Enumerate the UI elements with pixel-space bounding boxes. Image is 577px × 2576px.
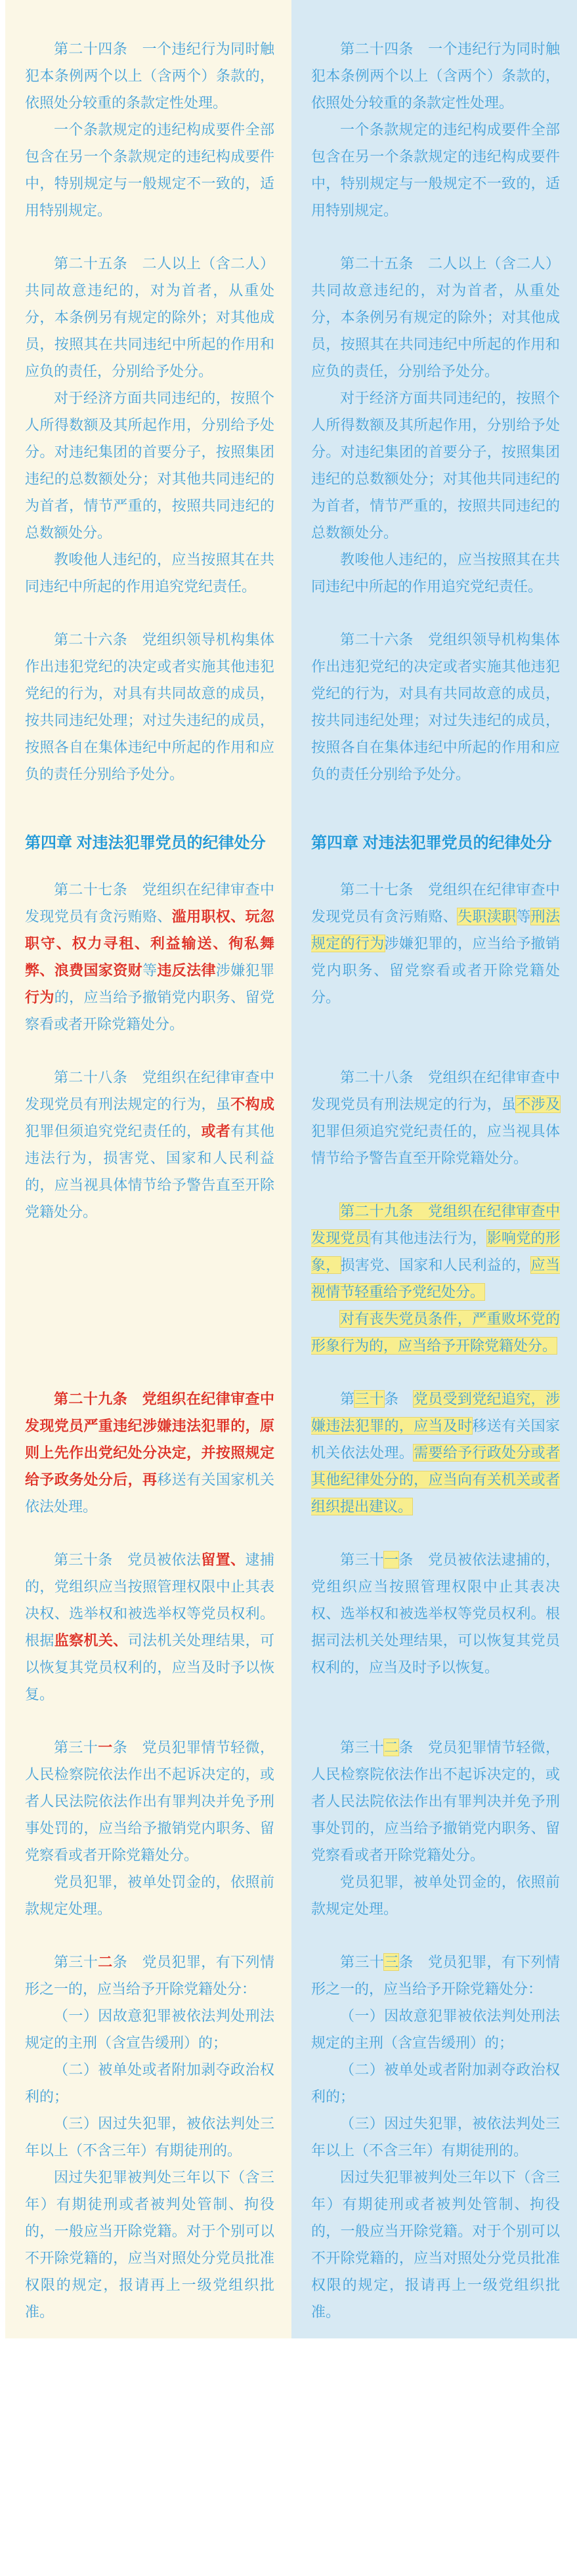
removed-text-highlight: 一 xyxy=(384,1551,399,1568)
article-block xyxy=(311,250,560,600)
removed-text-highlight: 三 xyxy=(384,1953,399,1970)
revised-version-cell xyxy=(5,814,291,876)
article-paragraph xyxy=(311,250,560,385)
text-segment: 第三十 xyxy=(340,1551,385,1568)
text-segment: 第三十条 党员被依法 xyxy=(54,1551,202,1568)
text-segment: 等 xyxy=(516,908,531,925)
previous-version-cell xyxy=(291,1546,577,1734)
text-segment: 涉嫌犯罪的，应当给予撤销党内职务、留党察看或者开除党籍处分。 xyxy=(311,935,560,1005)
text-segment: 教唆他人违纪的，应当按照其在共同违纪中所起的作用追究党纪责任。 xyxy=(25,551,274,595)
removed-text-highlight: 失职渎职 xyxy=(458,908,517,925)
article-block xyxy=(25,876,274,1038)
article-paragraph xyxy=(25,2110,274,2164)
text-segment: 逮捕的，党组织应当按照管理权限中止其表决权、选举权和被选举权等党员权利。根据 xyxy=(25,1551,274,1649)
comparison-row xyxy=(5,1546,577,1734)
article-paragraph xyxy=(311,1949,560,2002)
article-paragraph xyxy=(25,626,274,788)
removed-text-highlight: 党员受到党纪追究，涉嫌违法犯罪的，应当及时 xyxy=(311,1390,560,1434)
text-segment: 条 党员被依法逮捕的，党组织应当按照管理权限中止其表决权、选举权和被选举权等党员权利。根据司法机关处理结果，可以恢复其党员权利的，应当及时予以恢复。 xyxy=(311,1551,560,1676)
comparison-row xyxy=(5,876,577,1064)
removed-text-highlight: 不涉及 xyxy=(516,1095,560,1112)
text-segment: 党员犯罪，被单处罚金的，依照前款规定处理。 xyxy=(311,1873,560,1917)
text-segment: 一个条款规定的违纪构成要件全部包含在另一个条款规定的违纪构成要件中，特别规定与一般规定不一致的，适用特别规定。 xyxy=(25,121,274,219)
comparison-row xyxy=(5,1064,577,1385)
comparison-row xyxy=(5,1949,577,2338)
article-paragraph xyxy=(25,2164,274,2325)
article-block xyxy=(311,876,560,1011)
text-segment: 第二十八条 党组织在纪律审查中发现党员有刑法规定的行为，虽 xyxy=(311,1068,560,1112)
text-segment: 移送有关国家机关依法处理。 xyxy=(25,1471,274,1515)
article-paragraph xyxy=(311,1198,560,1305)
text-segment: 一个条款规定的违纪构成要件全部包含在另一个条款规定的违纪构成要件中，特别规定与一般规定不一致的，适用特别规定。 xyxy=(311,121,560,219)
article-block xyxy=(25,1385,274,1520)
revised-version-cell xyxy=(5,250,291,626)
article-paragraph xyxy=(311,546,560,600)
article-paragraph xyxy=(311,1305,560,1359)
article-paragraph xyxy=(311,1064,560,1172)
previous-version-cell xyxy=(291,1949,577,2338)
article-block xyxy=(25,1734,274,1922)
article-paragraph xyxy=(25,1385,274,1520)
text-segment: 的，应当给予撤销党内职务、留党察看或者开除党籍处分。 xyxy=(25,988,274,1032)
revised-version-cell xyxy=(5,876,291,1064)
article-paragraph xyxy=(25,1734,274,1869)
chapter-heading: 第四章 对违法犯罪党员的纪律处分 xyxy=(25,834,266,852)
previous-version-cell xyxy=(291,814,577,876)
article-paragraph xyxy=(25,1869,274,1922)
text-segment: 因过失犯罪被判处三年以下（含三年）有期徒刑或者被判处管制、拘役的，一般应当开除党籍。对于个别可以不开除党籍的，应当对照处分党员批准权限的规定，报请再上一级党组织批准。 xyxy=(25,2168,274,2320)
removed-text-highlight: 二 xyxy=(384,1739,399,1756)
article-block xyxy=(25,250,274,600)
previous-version-cell xyxy=(291,0,577,250)
text-segment: 条 党员犯罪情节轻微，人民检察院依法作出不起诉决定的，或者人民法院依法作出有罪判决并免予刑事处罚的，应当给予撤销党内职务、留党察看或者开除党籍处分。 xyxy=(25,1739,274,1863)
text-segment: 第二十七条 党组织在纪律审查中发现党员有贪污贿赂、 xyxy=(25,881,274,925)
added-text-segment: 留置、 xyxy=(201,1551,246,1568)
article-block xyxy=(311,626,560,788)
article-paragraph xyxy=(311,35,560,116)
text-segment: 教唆他人违纪的，应当按照其在共同违纪中所起的作用追究党纪责任。 xyxy=(311,551,560,595)
chapter-heading: 第四章 对违法犯罪党员的纪律处分 xyxy=(311,834,552,852)
text-segment: 犯罪但须追究党纪责任的， xyxy=(25,1122,202,1139)
text-segment: 有其他违法行为， xyxy=(370,1229,487,1246)
added-text-segment: 二 xyxy=(98,1953,113,1970)
article-block xyxy=(25,626,274,788)
text-segment: （二）被单处或者附加剥夺政治权利的； xyxy=(25,2061,274,2105)
text-segment: 第二十六条 党组织领导机构集体作出违犯党纪的决定或者实施其他违犯党纪的行为，对具有共同故意的成员，按共同违纪处理；对过失违纪的成员，按照各自在集体违纪中所起的作用和应负的责任分别给予处分。 xyxy=(25,631,274,782)
added-text-segment: 滥用职权、玩忽职守、权力寻租、利益输送、徇私舞弊、浪费国家资财 xyxy=(25,908,274,979)
article-paragraph xyxy=(25,1949,274,2002)
text-segment: 第二十八条 党组织在纪律审查中发现党员有刑法规定的行为，虽 xyxy=(25,1068,274,1112)
removed-text-highlight: 需要给予行政处分或者其他纪律处分的，应当向有关机关或者组织提出建议。 xyxy=(311,1444,560,1515)
article-paragraph xyxy=(311,116,560,224)
removed-text-highlight: 应当视情节轻重给予党纪处分。 xyxy=(311,1256,560,1300)
text-segment: 对于经济方面共同违纪的，按照个人所得数额及其所起作用，分别给予处分。对违纪集团的首要分子，按照集团违纪的总数额处分；对其他共同违纪的为首者，情节严重的，按照共同违纪的总数额处分。 xyxy=(311,390,560,541)
article-block xyxy=(25,35,274,224)
article-block xyxy=(311,1734,560,1922)
text-segment: 第三十 xyxy=(54,1953,98,1970)
article-paragraph xyxy=(25,35,274,116)
removed-text-highlight: 影响党的形象， xyxy=(311,1229,560,1273)
removed-text-highlight: 刑法规定的行为 xyxy=(311,908,560,952)
text-segment: 第 xyxy=(340,1390,355,1407)
article-paragraph xyxy=(25,2056,274,2110)
text-segment: 对于经济方面共同违纪的，按照个人所得数额及其所起作用，分别给予处分。对违纪集团的首要分子，按照集团违纪的总数额处分；对其他共同违纪的为首者，情节严重的，按照共同违纪的总数额处分。 xyxy=(25,390,274,541)
text-segment: 因过失犯罪被判处三年以下（含三年）有期徒刑或者被判处管制、拘役的，一般应当开除党籍。对于个别可以不开除党籍的，应当对照处分党员批准权限的规定，报请再上一级党组织批准。 xyxy=(311,2168,560,2320)
previous-version-cell xyxy=(291,626,577,814)
text-segment: 第三十 xyxy=(340,1953,385,1970)
text-segment: 有其他违法行为，损害党、国家和人民利益的，应当视具体情节给予警告直至开除党籍处分。 xyxy=(25,1122,274,1220)
text-segment: （一）因故意犯罪被依法判处刑法规定的主刑（含宣告缓刑）的； xyxy=(311,2007,560,2051)
comparison-row xyxy=(5,1385,577,1546)
article-paragraph xyxy=(25,2002,274,2056)
article-paragraph xyxy=(311,2164,560,2325)
article-paragraph xyxy=(25,1546,274,1708)
text-segment: 条 xyxy=(384,1390,414,1407)
previous-version-cell xyxy=(291,876,577,1064)
previous-version-cell xyxy=(291,1385,577,1546)
text-segment: 党员犯罪，被单处罚金的，依照前款规定处理。 xyxy=(25,1873,274,1917)
comparison-row xyxy=(5,250,577,626)
added-text-segment: 第二十九条 党组织在纪律审查中发现党员严重违纪涉嫌违法犯罪的，原则上先作出党纪处分决定，并按照规定给予政务处分后，再 xyxy=(25,1390,274,1488)
article-paragraph xyxy=(25,876,274,1038)
text-segment: 条 党员犯罪，有下列情形之一的，应当给予开除党籍处分： xyxy=(25,1953,274,1997)
revised-version-cell xyxy=(5,626,291,814)
removed-text-highlight: 第二十九条 党组织在纪律审查中发现党员 xyxy=(311,1202,560,1246)
article-block xyxy=(311,35,560,224)
article-block xyxy=(25,1949,274,2325)
comparison-row xyxy=(5,626,577,814)
text-segment: 犯罪但须追究党纪责任的，应当视具体情节给予警告直至开除党籍处分。 xyxy=(311,1122,560,1166)
text-segment: 条 党员犯罪，有下列情形之一的，应当给予开除党籍处分： xyxy=(311,1953,560,1997)
article-block xyxy=(311,1546,560,1681)
article-block xyxy=(311,1198,560,1359)
article-block xyxy=(25,1546,274,1708)
added-text-segment: 或者 xyxy=(201,1122,231,1139)
text-segment: 司法机关处理结果，可以恢复其党员权利的，应当及时予以恢复。 xyxy=(25,1632,274,1702)
text-segment: 第二十六条 党组织领导机构集体作出违犯党纪的决定或者实施其他违犯党纪的行为，对具有共同故意的成员，按共同违纪处理；对过失违纪的成员，按照各自在集体违纪中所起的作用和应负的责任分别给予处分。 xyxy=(311,631,560,782)
article-block xyxy=(311,1949,560,2325)
revised-version-cell xyxy=(5,0,291,250)
article-paragraph xyxy=(25,116,274,224)
text-segment: 移送有关国家机关依法处理。 xyxy=(311,1417,560,1461)
comparison-row xyxy=(5,1734,577,1949)
text-segment: 第三十 xyxy=(340,1739,385,1756)
previous-version-cell xyxy=(291,250,577,626)
article-paragraph xyxy=(25,546,274,600)
text-segment: 第二十五条 二人以上（含二人）共同故意违纪的，对为首者，从重处分，本条例另有规定的除外；对其他成员，按照其在共同违纪中所起的作用和应负的责任，分别给予处分。 xyxy=(311,255,560,379)
article-paragraph xyxy=(25,385,274,546)
article-block xyxy=(311,1064,560,1172)
article-paragraph xyxy=(311,876,560,1011)
previous-version-cell xyxy=(291,1734,577,1949)
comparison-row xyxy=(5,0,577,250)
text-segment: 损害党、国家和人民利益的， xyxy=(340,1256,531,1273)
revised-version-cell xyxy=(5,1064,291,1385)
article-block xyxy=(25,1064,274,1225)
text-segment: 第三十 xyxy=(54,1739,98,1756)
text-segment: 条 党员犯罪情节轻微，人民检察院依法作出不起诉决定的，或者人民法院依法作出有罪判决并免予刑事处罚的，应当给予撤销党内职务、留党察看或者开除党籍处分。 xyxy=(311,1739,560,1863)
article-paragraph xyxy=(311,1734,560,1869)
revised-version-cell xyxy=(5,1546,291,1734)
article-paragraph xyxy=(311,2056,560,2110)
article-paragraph xyxy=(311,2110,560,2164)
text-segment: 等 xyxy=(142,961,158,979)
revised-version-cell xyxy=(5,1949,291,2338)
chapter-heading-row xyxy=(5,814,577,876)
added-text-segment: 违反法律 xyxy=(157,961,216,979)
article-block xyxy=(311,1385,560,1520)
article-paragraph xyxy=(25,250,274,385)
text-segment: 第二十四条 一个违纪行为同时触犯本条例两个以上（含两个）条款的，依照处分较重的条款定性处理。 xyxy=(311,41,560,111)
article-paragraph xyxy=(311,626,560,788)
text-segment: 第二十七条 党组织在纪律审查中发现党员有贪污贿赂、 xyxy=(311,881,560,925)
article-paragraph xyxy=(25,1064,274,1225)
text-segment: 第二十五条 二人以上（含二人）共同故意违纪的，对为首者，从重处分，本条例另有规定的除外；对其他成员，按照其在共同违纪中所起的作用和应负的责任，分别给予处分。 xyxy=(25,255,274,379)
text-segment: （二）被单处或者附加剥夺政治权利的； xyxy=(311,2061,560,2105)
article-paragraph xyxy=(311,385,560,546)
previous-version-cell xyxy=(291,1064,577,1385)
text-segment: 涉嫌犯罪 xyxy=(215,961,274,979)
text-segment: 第二十四条 一个违纪行为同时触犯本条例两个以上（含两个）条款的，依照处分较重的条款定性处理。 xyxy=(25,41,274,111)
text-segment: （一）因故意犯罪被依法判处刑法规定的主刑（含宣告缓刑）的； xyxy=(25,2007,274,2051)
revised-version-cell xyxy=(5,1734,291,1949)
article-paragraph xyxy=(311,2002,560,2056)
article-paragraph xyxy=(311,1385,560,1520)
article-paragraph xyxy=(311,1546,560,1681)
removed-text-highlight: 对有丧失党员条件，严重败坏党的形象行为的，应当给予开除党籍处分。 xyxy=(311,1310,560,1354)
added-text-segment: 行为 xyxy=(25,988,54,1005)
added-text-segment: 一 xyxy=(98,1739,113,1756)
added-text-segment: 监察机关、 xyxy=(54,1632,128,1649)
text-segment: （三）因过失犯罪，被依法判处三年以上（不含三年）有期徒刑的。 xyxy=(311,2115,560,2159)
text-segment: （三）因过失犯罪，被依法判处三年以上（不含三年）有期徒刑的。 xyxy=(25,2115,274,2159)
revised-version-cell xyxy=(5,1385,291,1546)
removed-text-highlight: 三十 xyxy=(354,1390,385,1407)
added-text-segment: 不构成 xyxy=(230,1095,274,1112)
article-paragraph xyxy=(311,1869,560,1922)
